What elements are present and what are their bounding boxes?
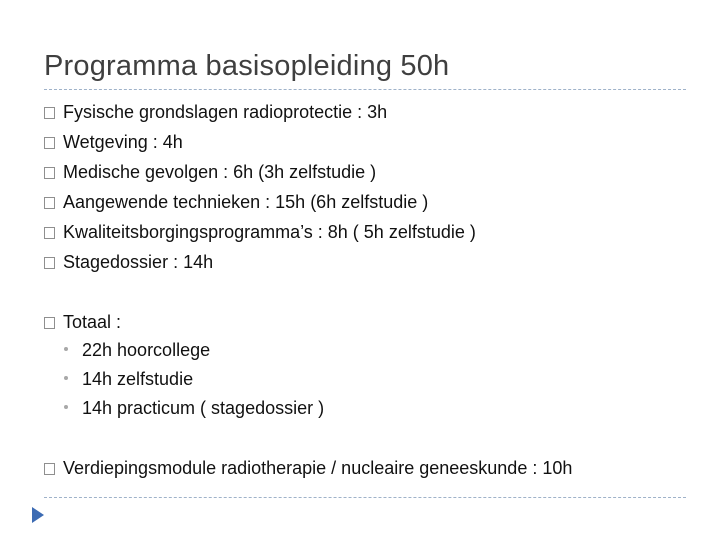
sub-list-item bbox=[64, 396, 324, 420]
sub-list-item-text: 22h hoorcollege bbox=[82, 340, 211, 360]
list-item bbox=[44, 160, 376, 184]
list-item bbox=[44, 250, 213, 274]
checkbox-bullet-icon bbox=[44, 107, 55, 119]
dot-bullet-icon bbox=[64, 347, 68, 351]
checkbox-bullet-icon bbox=[44, 463, 55, 475]
checkbox-bullet-icon bbox=[44, 137, 55, 149]
title-divider bbox=[44, 89, 686, 90]
dot-bullet-icon bbox=[64, 405, 68, 409]
list-item bbox=[44, 100, 387, 124]
play-arrow-icon[interactable] bbox=[32, 507, 44, 523]
list-item bbox=[44, 130, 183, 154]
total-label: Totaal : bbox=[63, 312, 122, 332]
sub-list-item bbox=[64, 338, 210, 362]
dot-bullet-icon bbox=[64, 376, 68, 380]
extra-module-text: Verdiepingsmodule radiotherapie / nucleaire geneeskunde : 10h bbox=[63, 458, 573, 478]
checkbox-bullet-icon bbox=[44, 197, 55, 209]
list-item-text: Wetgeving : 4h bbox=[63, 132, 183, 152]
checkbox-bullet-icon bbox=[44, 167, 55, 179]
list-item-text: Medische gevolgen : 6h (3h zelfstudie ) bbox=[63, 162, 377, 182]
list-item-text: Fysische grondslagen radioprotectie : 3h bbox=[63, 102, 388, 122]
list-item-text: Aangewende technieken : 15h (6h zelfstudie ) bbox=[63, 192, 429, 212]
checkbox-bullet-icon bbox=[44, 227, 55, 239]
list-item bbox=[44, 190, 428, 214]
sub-list-item-text: 14h zelfstudie bbox=[82, 369, 194, 389]
checkbox-bullet-icon bbox=[44, 317, 55, 329]
sub-list-item-text: 14h practicum ( stagedossier ) bbox=[82, 398, 325, 418]
footer-divider bbox=[44, 497, 686, 498]
page-title: Programma basisopleiding 50h bbox=[44, 50, 450, 82]
sub-list-item bbox=[64, 367, 193, 391]
extra-module-item bbox=[44, 456, 572, 480]
total-item bbox=[44, 310, 121, 334]
checkbox-bullet-icon bbox=[44, 257, 55, 269]
list-item-text: Stagedossier : 14h bbox=[63, 252, 214, 272]
list-item-text: Kwaliteitsborgingsprogramma’s : 8h ( 5h zelfstudie ) bbox=[63, 222, 476, 242]
list-item bbox=[44, 220, 476, 244]
